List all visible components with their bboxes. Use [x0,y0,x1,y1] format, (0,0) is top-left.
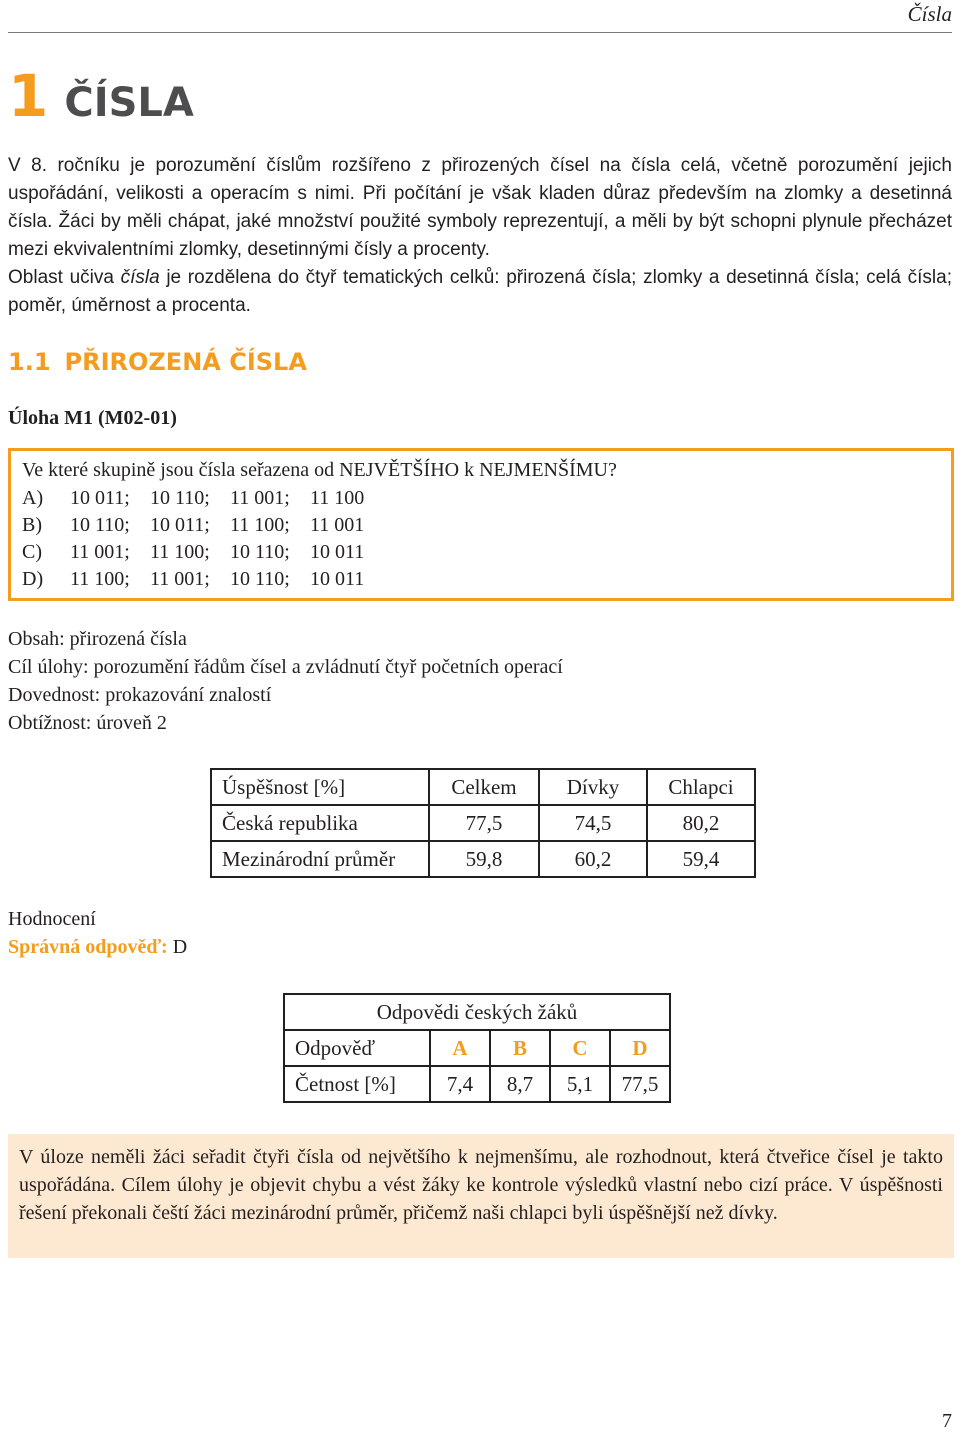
answer-option-cell: D [610,1030,670,1066]
meta-content: Obsah: přirozená čísla [8,628,187,650]
intro-p2-italic: čísla [120,267,160,288]
question-text: Ve které skupině jsou čísla seřazena od NEJVĚTŠÍHO k NEJMENŠÍMU? [22,459,617,481]
option-value: 11 001; [150,568,210,590]
option-d [22,568,390,591]
option-label: D) [22,568,44,590]
table-cell: 5,1 [550,1066,610,1102]
option-value: 11 001; [230,487,290,509]
table-row [284,1030,670,1066]
table-row [211,769,755,805]
meta-skill: Dovednost: prokazování znalostí [8,684,272,706]
intro-text [8,152,952,320]
meta-goal: Cíl úlohy: porozumění řádům čísel a zvládnutí čtyř početních operací [8,656,563,678]
question-box [8,448,954,601]
option-value: 10 110; [70,514,130,536]
answer-option-cell: B [490,1030,550,1066]
option-value: 10 011 [310,568,365,590]
answer-option-cell: A [430,1030,490,1066]
section-heading [8,348,307,376]
intro-p2-start: Oblast učiva [8,267,121,288]
table-row [211,841,755,877]
table-header-cell: Úspěšnost [%] [211,769,429,805]
correct-answer-label: Správná odpověď: [8,936,168,958]
header-divider [8,32,952,33]
section-number: 1.1 [8,348,51,376]
option-value: 11 001; [70,541,130,563]
option-value: 10 011; [70,487,130,509]
option-value: 10 110; [150,487,210,509]
table-cell: 60,2 [539,841,647,877]
meta-difficulty: Obtížnost: úroveň 2 [8,712,167,734]
option-value: 10 011 [310,541,365,563]
evaluation-heading: Hodnocení [8,908,96,930]
table-cell: 59,8 [429,841,539,877]
option-label: C) [22,541,42,563]
table-cell: 7,4 [430,1066,490,1102]
table-cell: 77,5 [429,805,539,841]
table-cell: Mezinárodní průměr [211,841,429,877]
intro-paragraph-2 [8,264,952,320]
option-value: 11 100 [310,487,365,509]
table-row [284,1066,670,1102]
option-value: 11 100; [150,541,210,563]
table-cell: 74,5 [539,805,647,841]
task-id: Úloha M1 (M02-01) [8,407,177,429]
answers-table [283,993,671,1103]
table-cell: 59,4 [647,841,755,877]
answers-table-title: Odpovědi českých žáků [284,994,670,1030]
table-header-cell: Celkem [429,769,539,805]
success-table [210,768,756,878]
section-title: PŘIROZENÁ ČÍSLA [64,348,307,376]
option-value: 10 011; [150,514,210,536]
chapter-number: 1 [8,62,47,130]
option-value: 10 110; [230,568,290,590]
option-value: 11 100; [230,514,290,536]
option-c [22,541,390,564]
option-value: 10 110; [230,541,290,563]
option-a [22,487,390,510]
table-cell: 8,7 [490,1066,550,1102]
table-header-cell: Dívky [539,769,647,805]
table-row [284,994,670,1030]
intro-paragraph-1: V 8. ročníku je porozumění číslům rozšířeno z přirozených čísel na čísla celá, včetně porozumění jejich uspořádání, velikosti a operacím s nimi. Při počítání je však kladen důraz především na zlomky a desetinná čísla. Žáci by měli chápat, jaké množství použité symboly reprezentují, a měli by být schopni plynule přecházet mezi ekvivalentními zlomky, desetinnými čísly a procenty. [8,155,952,260]
page-number: 7 [942,1410,952,1432]
answer-option-cell: C [550,1030,610,1066]
intro-p2-end: je rozdělena do čtyř tematických celků: přirozená čísla; zlomky a desetinná čísla; celá čísla; poměr, úměrnost a procenta. [8,267,952,316]
option-value: 11 100; [70,568,130,590]
table-cell: 80,2 [647,805,755,841]
running-header: Čísla [907,2,952,26]
option-label: B) [22,514,42,536]
chapter-title: ČÍSLA [64,80,194,126]
table-row [211,805,755,841]
table-cell: 77,5 [610,1066,670,1102]
correct-answer-value: D [172,936,188,958]
table-cell: Česká republika [211,805,429,841]
correct-answer [8,936,187,959]
table-cell: Četnost [%] [284,1066,430,1102]
commentary-box [8,1134,954,1258]
table-cell: Odpověď [284,1030,430,1066]
option-label: A) [22,487,44,509]
option-b [22,514,390,537]
commentary-text: V úloze neměli žáci seřadit čtyři čísla od největšího k nejmenšímu, ale rozhodnout, která čtveřice čísel je takto uspořádána. Cílem úlohy je objevit chybu a vést žáky ke kontrole výsledků vlastní nebo cizí práce. V úspěšnosti řešení překonali čeští žáci mezinárodní průměr, přičemž naši chlapci byli úspěšnější než dívky. [19,1146,943,1224]
option-value: 11 001 [310,514,365,536]
table-header-cell: Chlapci [647,769,755,805]
chapter-heading [8,62,194,130]
